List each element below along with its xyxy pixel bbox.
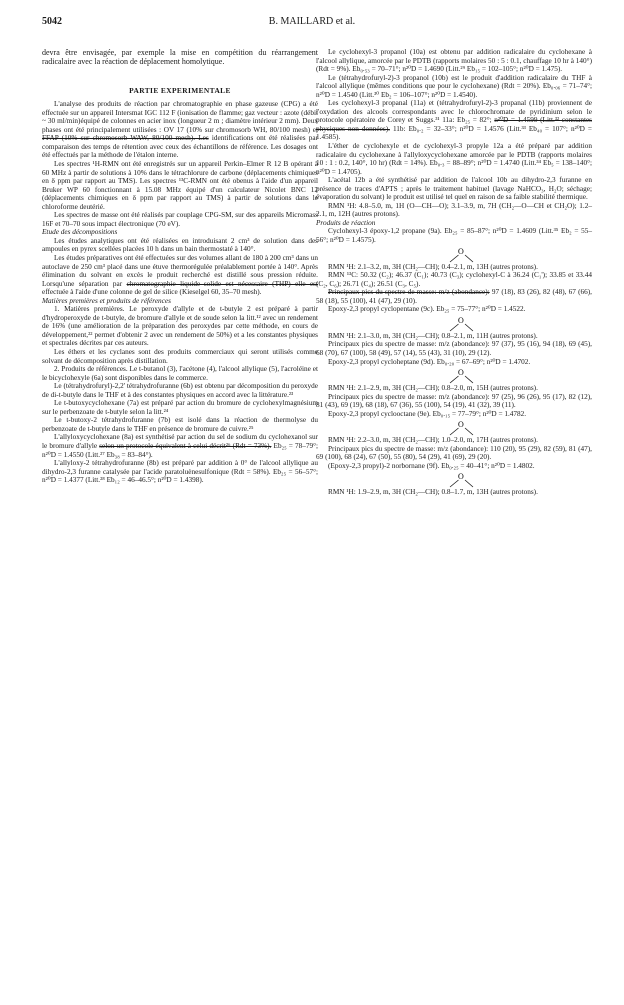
- nmr-9d: RMN ¹H: 2.1–2.9, m, 3H (CH₂—CH); 0.8–2.0, m, 15H (autres protons).: [328, 384, 538, 393]
- struck-text: selon un protocole équivalent à celui décrit²⁶ (Rdt = 73%).: [99, 442, 272, 451]
- paragraph-references: 2. Produits de références. Le t-butanol (3), l'acétone (4), l'alcool allylique (5), l'acroléine et le bicyclohexyle (6a) sont disponibles dans le commerce.: [42, 365, 318, 382]
- compound-9a: Cyclohexyl-3 époxy-1,2 propane (9a). Eb₂₅ = 85–87°; n²⁰D = 1.4609 (Litt.³⁵ Eb₂ = 55–56°; n²⁰D = 1.4575).: [316, 227, 592, 245]
- paragraph-materials: 1. Matières premières. Le peroxyde d'allyle et de t-butyle 2 est préparé à partir d'hydroperoxyde de t-butyle, de bromure d'allyle et de soude selon la litt.¹² avec un rendement de 16% (une amélioration de la préparation des peroxydes par cette méthode, en cours de développement,²² permet d'obtenir 2 avec un rendement de 50%) et a les constantes physiques et spectrales décrites par ces auteurs.: [42, 305, 318, 348]
- page-header: [42, 16, 582, 30]
- paragraph-cyclohexylpropanol: Le cyclohexyl-3 propanol (10a) est obtenu par addition radicalaire du cyclohexane à l'alcool allylique, amorcée par le PDTB (rapports molaires 50 : 5 : 0.1, chauffage 10 hr à 140°) (Rdt = 9%). Eb₀.₅₃ = 70–71°; n²⁰D = 1.4690 (Litt.²⁹ Eb₁₅ = 102–105°; n²⁰D = 1.475).: [316, 48, 592, 74]
- ms-9a: [316, 288, 592, 305]
- oxygen-label: O: [458, 420, 464, 430]
- struck-text: Principaux pics du spectre de masse: m/z (abondance):: [328, 288, 490, 297]
- paragraph-allyloxy-thf: L'allyloxy-2 tétrahydrofuranne (8b) est préparé par addition à 0° de l'alcool allylique au dihydro-2,3 furanne catalysée par l'acide paratoluènesulfonique (Rdt = 58%). Eb₂₅ = 56–57°; n²⁰D = 1.4377 (Litt.²⁸ Eb₁₂ = 46–46.5°; n²⁰D = 1.4398).: [42, 459, 318, 485]
- lead-paragraph: devra être envisagée, par exemple la mise en compétition du réarrangement radicalaire avec la réaction de déplacement homolytique.: [42, 48, 318, 67]
- paragraph-ether-12a: L'éther de cyclohexyle et de cyclohexyl-3 propyle 12a a été préparé par addition radicalaire du cyclohexane à l'allyloxycyclohexane amorcée par le PDTB (rapports molaires 10 : 1 : 0.2, 140°, 10 hr) (Rdt = 14%). Eb₀.₃ = 88–89°; n²⁰D = 1.4740 (Litt.³⁴ Eb₅ = 138–140°; n²⁰D = 1.4705).: [316, 142, 592, 176]
- ms-9c: Principaux pics du spectre de masse: m/z (abondance): 97 (37), 95 (16), 94 (18), 69 (45), 68 (70), 67 (100), 58 (49), 57 (14), 55 (43), 31 (10), 29 (12).: [316, 340, 592, 357]
- text-run: identifications ont été réalisées par comparaison des temps de rétention avec ceux des échantillons de référence. Les dosages ont été effectués par la méthode de l'étalon interne.: [42, 134, 319, 160]
- struck-text: chromatographie liquide–solide est nécessaire (THP) elle est: [126, 279, 318, 288]
- running-title: B. MAILLARD et al.: [268, 16, 356, 27]
- struck-text: FFAP (10% sur chromosorb WAW, 80/100 mesh). Les: [42, 134, 209, 143]
- text-run: L'allyloxycyclohexane (8a) est synthétisé par action du sel de sodium du cyclohexanol sur le bromure d'allyle: [42, 433, 318, 451]
- nmr-9a: RMN ¹H: 2.1–3.2, m, 3H (CH₂—CH); 0.4–2.1, m, 13H (autres protons).: [328, 262, 538, 271]
- epoxide-ring-icon: [444, 420, 478, 438]
- paragraph-butoxycyclohexane: Le t-butoxycyclohexane (7a) est préparé par action du bromure de cyclohexylmagnésium sur le perbenzoate de t-butyle selon la litt.²⁴: [42, 399, 318, 416]
- oxygen-label: O: [458, 246, 464, 256]
- paragraph-thf-propanol: Le (tétrahydrofuryl-2)-3 propanol (10b) est le produit d'addition radicalaire du THF à l'alcool allylique (mêmes conditions que pour le cyclohexane) (Rdt = 20%). Eb₀.₀₆ = 71–74°; n²⁰D = 1.4540 (Litt.³⁰ Eb₂ = 106–107°; n²⁰D = 1.4540).: [316, 73, 592, 99]
- subheading-products: Produits de réaction: [316, 218, 376, 227]
- nmr-9c: RMN ¹H: 2.1–3.0, m, 3H (CH₂—CH); 0.8–2.1, m, 11H (autres protons).: [328, 331, 538, 340]
- left-column: [42, 48, 318, 485]
- epoxide-ring-icon: [444, 247, 478, 265]
- text-run: Les cyclohexyl-3 propanal (11a) et (tétrahydrofuryl-2)-3 propanal (11b) proviennent de l'oxydation des alcools correspondants avec le chlorochromate de pyridinium selon le protocole opératoire de Corey et Suggs.³¹ 11a: Eb₂₅ = 82°;: [316, 99, 592, 125]
- paragraph-thf-dimer: Le (tétrahydrofuryl)-2,2' tétrahydrofuranne (6b) est obtenu par décomposition du peroxyde de di-t-butyle dans le THF et à des constantes physiques en accord avec la littérature.²³: [42, 382, 318, 399]
- epoxide-structure: [316, 472, 592, 488]
- nmr-9e: RMN ¹H: 2.2–3.0, m, 3H (CH₂—CH); 1.0–2.0, m, 17H (autres protons).: [328, 436, 538, 445]
- text-run: 11b: Eb₀.₂ = 32–33°; n²⁰D = 1.4576 (Litt.³³ Eb₄₀ = 107°; n²⁰D = 1.4585).: [316, 124, 592, 142]
- paragraph-nmr: Les spectres ¹H-RMN ont été enregistrés sur un appareil Perkin–Elmer R 12 B opérant à 60 MHz à partir de solutions à 10% dans le tétrachlorure de carbone (déplacements chimiques en δ ppm par rapport au TMS). Les spectres ¹³C-RMN ont été obenus à l'aide d'un appareil Bruker WP 60 fonctionnant à 15.08 MHz équipé d'un calculateur Nicolet BNC 12 (déplacements chimiques en δ ppm par rapport au TMS) à partir de solutions dans le chloroforme deutérié.: [42, 159, 318, 211]
- compound-9e: Epoxy-2,3 propyl cyclooctane (9e). Eb₀.₁₅ = 77–79°; n²⁰D = 1.4782.: [328, 409, 527, 418]
- page-number: 5042: [42, 16, 62, 27]
- oxygen-label: O: [458, 368, 464, 378]
- paragraph-preparative: [42, 254, 318, 297]
- text-run: L'analyse des produits de réaction par chromatographie en phase gazeuse (CPG) a été effectuée sur un appareil Intersmat IGC 112 F (ionisation de flamme; gaz vecteur : azote (débit ~ 30 ml/min)équipé de colonnes en acier inox (longueur 2 m ; diamètre intérieur 2 mm). Deux phases ont été principalement utilisées : OV 17 (10% sur chromosorb WH, 80/100 mesh) et: [42, 100, 318, 134]
- paragraph-mass-spectra: Les spectres de masse ont été réalisés par couplage CPG-SM, sur des appareils Micromass 16F et 70–70 sous impact électronique (70 eV).: [42, 211, 318, 228]
- subheading-materials: Matières premières et produits de références: [42, 296, 171, 305]
- epoxide-structure: [316, 247, 592, 263]
- epoxide-ring-icon: [444, 316, 478, 334]
- struck-text: n²⁰D = 1.4599 (Litt.³² constantes physiques non données).: [316, 116, 592, 133]
- ms-9e: Principaux pics du spectre de masse: m/z (abondance): 110 (20), 95 (29), 82 (59), 81 (47), 69 (100), 68 (24), 67 (50), 55 (80), 54 (29), 41 (69), 29 (20).: [316, 444, 592, 462]
- epoxide-ring-icon: [444, 472, 478, 490]
- text-run: 97 (18), 83 (26), 82 (48), 67 (66), 58 (18), 55 (100), 41 (47), 29 (10).: [316, 288, 592, 305]
- paragraph-chromatography: [42, 100, 318, 160]
- text-run: Eb₂₅ = 78–79°; n²⁰D = 1.4550 (Litt.²⁷ Eb₃₈ = 83–84°).: [42, 442, 319, 459]
- epoxide-ring-icon: [444, 368, 478, 386]
- paragraph-allyloxycyclohexane: [42, 433, 318, 459]
- nmr-9f: RMN ¹H: 1.9–2.9, m, 3H (CH₂—CH); 0.8–1.7, m, 13H (autres protons).: [328, 488, 538, 497]
- section-title: PARTIE EXPERIMENTALE: [129, 85, 231, 95]
- epoxide-structure: [316, 420, 592, 436]
- subheading-decompositions: Etude des décompositions: [42, 228, 118, 237]
- compound-9d: Epoxy-2,3 propyl cycloheptane (9d). Eb₀.₂₀ = 67–69°; n²⁰D = 1.4702.: [328, 357, 531, 366]
- paragraph-butoxy-thf: Le t-butoxy-2 tétrahydrofuranne (7b) est isolé dans la réaction de thermolyse du perbenzoate de t-butyle dans le THF en présence de bromure de cuivre.²⁵: [42, 416, 318, 433]
- ms-9d: Principaux pics du spectre de masse: m/z (abondance): 97 (25), 96 (26), 95 (17), 82 (12), 81 (43), 69 (19), 68 (18), 67 (36), 55 (100), 54 (19), 41 (32), 39 (11).: [316, 392, 592, 410]
- right-column: [316, 48, 592, 497]
- nmr-12b: RMN ¹H: 4.8–5.0, m, 1H (O—CH—O); 3.1–3.9, m, 7H (CH₂—O—CH et CH₂O); 1.2–2.1, m, 12H (autres protons).: [316, 201, 592, 219]
- text-run: effectuée à l'aide d'une colonne de gel de silice (Kieselgel 60, 35–70 mesh).: [42, 288, 262, 297]
- paragraph-solvents: Les éthers et les cyclanes sont des produits commerciaux qui seront utilisés comme solvant de décomposition après distillation.: [42, 348, 318, 365]
- c13-9a: RMN ¹³C: 50.32 (C₂); 46.37 (C₁); 40.73 (C₃); cyclohexyl-C à 36.24 (C₁'); 33.85 et 33.44 (C₂, C₆); 26.71 (C₄); 26.51 (C₃, C₅).: [316, 271, 592, 288]
- paragraph-acetal-12b: L'acétal 12b a été synthétisé par addition de l'alcool 10b au dihydro-2,3 furanne en présence de traces d'APTS ; après le traitement habituel (lavage NaHCO₃, H₂O; séchage; évaporation du solvant) le produit est utilisé tel quel en raison de sa faible stabilité thermique.: [316, 176, 592, 202]
- epoxide-structure: [316, 368, 592, 384]
- epoxide-structure: [316, 316, 592, 332]
- compound-9c: Epoxy-2,3 propyl cyclopentane (9c). Eb₂₅ = 75–77°; n²⁰D = 1.4522.: [328, 305, 526, 314]
- text-run: Les études préparatives ont été effectuées sur des volumes allant de 180 à 200 cm³ dans un autoclave de 250 cm³ placé dans une étuve thermorégulée préalablement portée à 140°. Après élimination du solvant en excès le produit recherché est distillé sous pression réduite. Lorsqu'une séparation par: [42, 253, 318, 288]
- paragraph-propanals: [316, 99, 592, 142]
- oxygen-label: O: [458, 315, 464, 325]
- paragraph-analytical: Les études analytiques ont été réalisées en introduisant 2 cm³ de solution dans des ampoules en pyrex scellées placées 10 h dans un bain thermostaté à 140°.: [42, 236, 318, 254]
- oxygen-label: O: [458, 472, 464, 482]
- compound-9f: (Epoxy-2,3 propyl)-2 norbornane (9f). Eb₀.₂₅ = 40–41°; n²⁰D = 1.4802.: [328, 461, 535, 470]
